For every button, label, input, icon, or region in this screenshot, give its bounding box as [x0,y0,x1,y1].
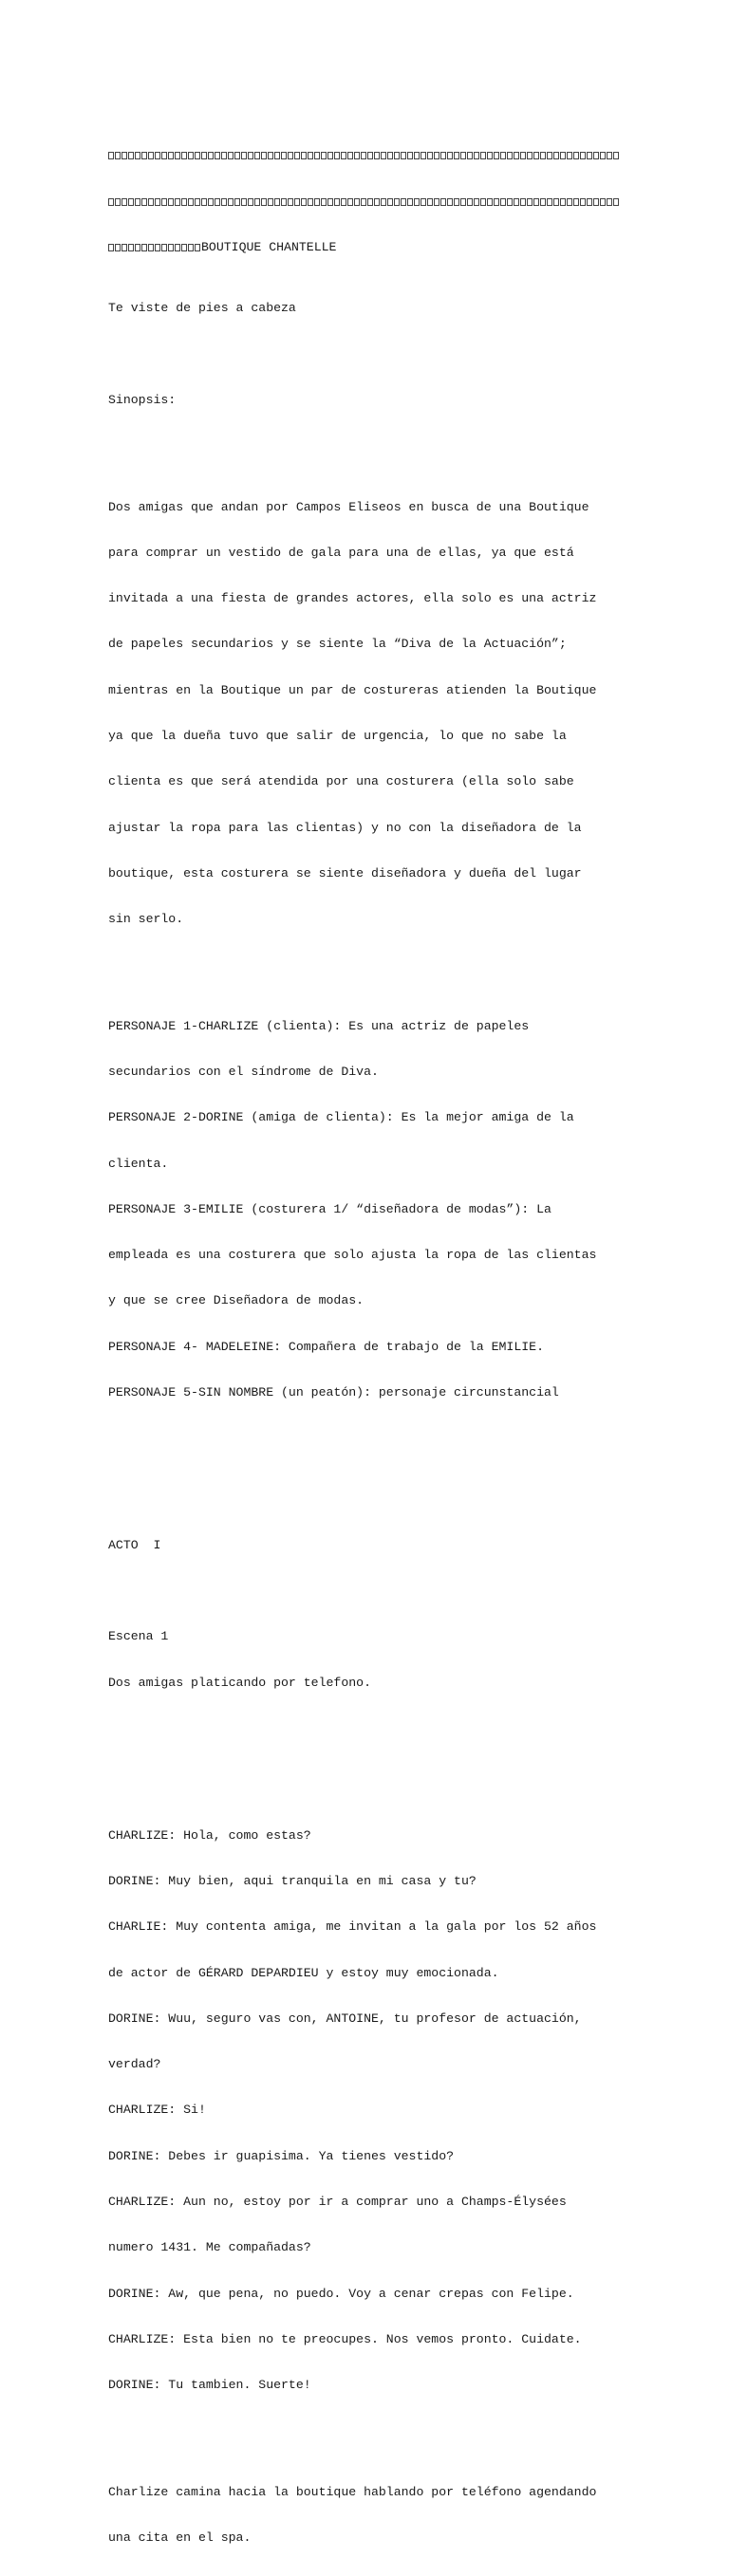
missing-glyph-box [301,152,307,159]
missing-glyph-box [168,244,174,251]
document-title: BOUTIQUE CHANTELLE [201,239,337,254]
scene-description: Dos amigas platicando por telefono. [108,1675,371,1690]
missing-glyph-box [367,198,373,206]
missing-glyph-box [314,198,320,206]
dialogue-line: DORINE: Aw, que pena, no puedo. Voy a cenar crepas con Felipe. [108,2286,574,2301]
missing-glyph-box [115,198,121,206]
missing-glyph-box [108,152,114,159]
missing-glyph-box [500,198,506,206]
missing-glyph-row [108,195,621,210]
missing-glyph-box [367,152,373,159]
missing-glyph-box [447,198,453,206]
missing-glyph-box [341,152,346,159]
missing-glyph-box [115,152,121,159]
missing-glyph-box [135,244,140,251]
missing-glyph-box [341,198,346,206]
missing-glyph-box [155,152,160,159]
missing-glyph-box [281,152,287,159]
missing-glyph-box [540,152,546,159]
missing-glyph-box [175,152,180,159]
missing-glyph-box [314,152,320,159]
missing-glyph-box [440,198,446,206]
missing-glyph-box [381,198,386,206]
missing-glyph-box [387,152,393,159]
missing-glyph-box [547,152,552,159]
missing-glyph-box [480,152,486,159]
missing-glyph-box [607,198,612,206]
missing-glyph-box [613,198,619,206]
dialogue-line: CHARLIZE: Si! [108,2103,206,2118]
character-line: clienta. [108,1156,169,1171]
missing-glyph-box [288,152,293,159]
missing-glyph-box [294,152,300,159]
missing-glyph-box [600,198,606,206]
missing-glyph-box [228,198,234,206]
missing-glyph-run [108,240,201,255]
missing-glyph-box [361,198,366,206]
missing-glyph-box [474,198,479,206]
missing-glyph-box [148,198,154,206]
dialogue-line: CHARLIZE: Esta bien no te preocupes. Nos vemos pronto. Cuidate. [108,2331,582,2346]
missing-glyph-box [394,198,400,206]
missing-glyph-box [175,198,180,206]
missing-glyph-box [122,152,127,159]
missing-glyph-box [261,198,267,206]
missing-glyph-box [301,198,307,206]
missing-glyph-box [115,244,121,251]
missing-glyph-box [155,244,160,251]
missing-glyph-box [188,152,194,159]
missing-glyph-box [261,152,267,159]
missing-glyph-box [407,152,413,159]
missing-glyph-box [201,152,207,159]
missing-glyph-box [447,152,453,159]
missing-glyph-box [248,198,253,206]
missing-glyph-box [128,244,134,251]
dialogue-line: verdad? [108,2057,161,2072]
missing-glyph-box [387,198,393,206]
missing-glyph-box [487,198,493,206]
missing-glyph-box [533,198,539,206]
missing-glyph-box [567,152,572,159]
missing-glyph-box [141,152,147,159]
missing-glyph-box [434,198,439,206]
missing-glyph-box [168,198,174,206]
character-line: PERSONAJE 5-SIN NOMBRE (un peatón): personaje circunstancial [108,1384,559,1399]
missing-glyph-box [195,198,200,206]
missing-glyph-box [421,152,426,159]
dialogue-line: DORINE: Tu tambien. Suerte! [108,2378,311,2393]
dialogue-line: CHARLIZE: Aun no, estoy por ir a comprar uno a Champs-Élysées [108,2194,567,2209]
missing-glyph-box [401,198,406,206]
missing-glyph-box [533,152,539,159]
missing-glyph-box [254,198,260,206]
missing-glyph-box [401,152,406,159]
missing-glyph-box [274,152,280,159]
missing-glyph-box [135,152,140,159]
title-line [108,240,626,255]
dialogue-line: DORINE: Muy bien, aqui tranquila en mi casa y tu? [108,1873,477,1888]
scene-heading: Escena 1 [108,1629,169,1644]
closing-line: una cita en el spa. [108,2530,252,2545]
closing-line: Charlize camina hacia la boutique hablando por teléfono agendando [108,2484,597,2499]
missing-glyph-box [248,152,253,159]
synopsis-line: de papeles secundarios y se siente la “Diva de la Actuación”; [108,637,567,652]
missing-glyph-box [181,152,187,159]
missing-glyph-box [527,152,533,159]
missing-glyph-box [122,244,127,251]
missing-glyph-box [494,198,499,206]
missing-glyph-box [221,198,227,206]
missing-glyph-box [228,152,234,159]
dialogue-line: de actor de GÉRARD DEPARDIEU y estoy muy emocionada. [108,1965,499,1980]
missing-glyph-box [527,198,533,206]
missing-glyph-box [181,244,187,251]
missing-glyph-box [454,152,459,159]
missing-glyph-box [308,152,313,159]
missing-glyph-box [474,152,479,159]
missing-glyph-box [141,198,147,206]
missing-glyph-box [600,152,606,159]
document-subtitle: Te viste de pies a cabeza [108,301,296,316]
missing-glyph-box [460,152,466,159]
missing-glyph-box [414,198,420,206]
synopsis-line: para comprar un vestido de gala para una de ellas, ya que está [108,545,574,560]
missing-glyph-box [520,152,526,159]
missing-glyph-box [540,198,546,206]
missing-glyph-box [148,152,154,159]
missing-glyph-box [427,198,433,206]
missing-glyph-box [161,152,167,159]
missing-glyph-box [321,152,327,159]
missing-glyph-box [580,198,586,206]
missing-glyph-box [334,152,340,159]
missing-glyph-box [168,152,174,159]
missing-glyph-box [467,152,473,159]
script-text [108,87,626,2576]
synopsis-line: sin serlo. [108,912,184,927]
missing-glyph-box [268,198,273,206]
missing-glyph-box [507,198,513,206]
missing-glyph-box [587,152,592,159]
character-line: PERSONAJE 2-DORINE (amiga de clienta): Es la mejor amiga de la [108,1110,574,1125]
missing-glyph-box [553,198,559,206]
missing-glyph-box [268,152,273,159]
character-line: PERSONAJE 4- MADELEINE: Compañera de trabajo de la EMILIE. [108,1339,544,1354]
missing-glyph-box [195,152,200,159]
missing-glyph-box [208,152,214,159]
missing-glyph-box [195,244,200,251]
dialogue-line: numero 1431. Me compañadas? [108,2240,311,2255]
missing-glyph-box [108,244,114,251]
synopsis-line: mientras en la Boutique un par de costureras atienden la Boutique [108,682,597,697]
missing-glyph-box [241,198,247,206]
missing-glyph-box [520,198,526,206]
missing-glyph-box [580,152,586,159]
missing-glyph-box [407,198,413,206]
synopsis-line: Dos amigas que andan por Campos Eliseos en busca de una Boutique [108,499,589,514]
missing-glyph-box [201,198,207,206]
missing-glyph-box [560,198,566,206]
missing-glyph-box [414,152,420,159]
missing-glyph-box [514,152,519,159]
missing-glyph-box [480,198,486,206]
missing-glyph-box [128,198,134,206]
missing-glyph-box [467,198,473,206]
character-line: PERSONAJE 1-CHARLIZE (clienta): Es una actriz de papeles [108,1018,530,1033]
missing-glyph-box [593,198,599,206]
missing-glyph-box [254,152,260,159]
missing-glyph-box [208,198,214,206]
character-line: PERSONAJE 3-EMILIE (costurera 1/ “diseñadora de modas”): La [108,1201,551,1216]
missing-glyph-box [613,152,619,159]
missing-glyph-box [607,152,612,159]
missing-glyph-box [494,152,499,159]
missing-glyph-box [434,152,439,159]
missing-glyph-box [587,198,592,206]
missing-glyph-box [181,198,187,206]
missing-glyph-box [547,198,552,206]
synopsis-line: invitada a una fiesta de grandes actores, ella solo es una actriz [108,591,597,606]
missing-glyph-box [221,152,227,159]
missing-glyph-box [188,244,194,251]
missing-glyph-box [141,244,147,251]
dialogue-line: CHARLIE: Muy contenta amiga, me invitan a la gala por los 52 años [108,1919,597,1935]
missing-glyph-box [460,198,466,206]
missing-glyph-box [128,152,134,159]
missing-glyph-box [321,198,327,206]
synopsis-line: ya que la dueña tuvo que salir de urgencia, lo que no sabe la [108,728,567,743]
missing-glyph-box [573,152,579,159]
missing-glyph-box [281,198,287,206]
dialogue-line: DORINE: Wuu, seguro vas con, ANTOINE, tu profesor de actuación, [108,2011,582,2026]
missing-glyph-box [188,198,194,206]
missing-glyph-box [234,152,240,159]
missing-glyph-box [347,198,353,206]
missing-glyph-box [108,198,114,206]
missing-glyph-box [454,198,459,206]
missing-glyph-box [381,152,386,159]
missing-glyph-box [135,198,140,206]
dialogue-line: CHARLIZE: Hola, como estas? [108,1827,311,1843]
missing-glyph-box [507,152,513,159]
missing-glyph-box [421,198,426,206]
act-heading: ACTO I [108,1537,161,1552]
missing-glyph-box [241,152,247,159]
missing-glyph-box [427,152,433,159]
missing-glyph-box [354,152,360,159]
missing-glyph-box [374,198,380,206]
missing-glyph-box [553,152,559,159]
missing-glyph-box [560,152,566,159]
synopsis-heading: Sinopsis: [108,392,177,407]
missing-glyph-box [354,198,360,206]
synopsis-line: boutique, esta costurera se siente diseñadora y dueña del lugar [108,865,582,880]
missing-glyph-box [394,152,400,159]
missing-glyph-box [161,198,167,206]
missing-glyph-box [347,152,353,159]
missing-glyph-box [308,198,313,206]
character-line: empleada es una costurera que solo ajusta la ropa de las clientas [108,1248,597,1263]
missing-glyph-box [175,244,180,251]
missing-glyph-box [500,152,506,159]
missing-glyph-box [274,198,280,206]
synopsis-line: ajustar la ropa para las clientas) y no con la diseñadora de la [108,820,582,835]
missing-glyph-box [161,244,167,251]
missing-glyph-row [108,148,621,163]
missing-glyph-box [573,198,579,206]
missing-glyph-box [327,152,333,159]
missing-glyph-box [440,152,446,159]
missing-glyph-box [374,152,380,159]
character-line: y que se cree Diseñadora de modas. [108,1293,364,1308]
character-line: secundarios con el síndrome de Diva. [108,1065,379,1079]
missing-glyph-box [294,198,300,206]
missing-glyph-box [215,198,220,206]
missing-glyph-box [148,244,154,251]
missing-glyph-box [361,152,366,159]
dialogue-line: DORINE: Debes ir guapisima. Ya tienes vestido? [108,2148,455,2163]
synopsis-line: clienta es que será atendida por una costurera (ella solo sabe [108,774,574,789]
missing-glyph-box [234,198,240,206]
missing-glyph-box [334,198,340,206]
missing-glyph-box [567,198,572,206]
missing-glyph-box [514,198,519,206]
missing-glyph-box [215,152,220,159]
missing-glyph-box [122,198,127,206]
missing-glyph-box [327,198,333,206]
missing-glyph-box [288,198,293,206]
missing-glyph-box [155,198,160,206]
missing-glyph-box [487,152,493,159]
missing-glyph-box [593,152,599,159]
